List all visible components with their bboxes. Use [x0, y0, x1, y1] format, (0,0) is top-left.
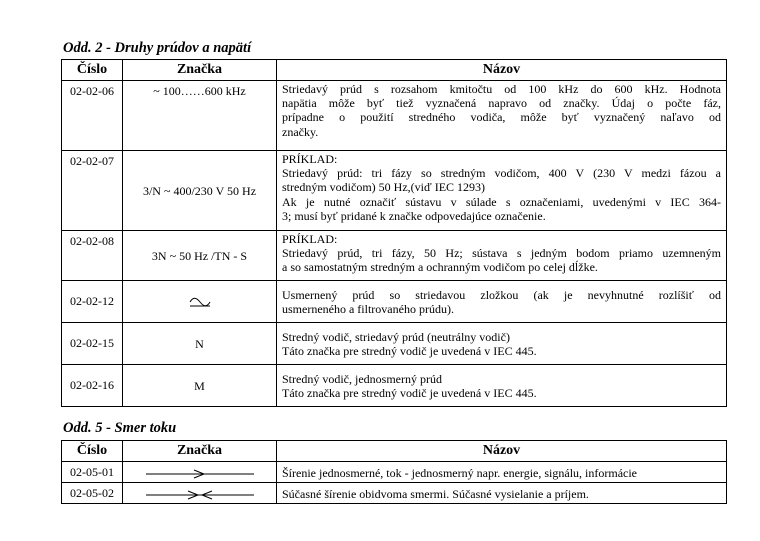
table-header-row: [62, 441, 727, 462]
current-types-table: [61, 59, 727, 407]
row-symbol: N: [123, 323, 277, 365]
table-header-row: [62, 60, 727, 81]
desc-line: Usmernený prúd so striedavou zložkou (ak je nevyhnutné rozlíšiť od: [282, 287, 721, 302]
desc-line: Striedavý prúd: tri fázy so stredným vodičom, 400 V (230 V medzi fázou a: [282, 166, 721, 181]
col-header-number: Číslo: [62, 60, 123, 81]
row-description: [277, 281, 727, 323]
desc-line: Stredný vodič, striedavý prúd (neutrálny vodič): [282, 329, 510, 344]
row-number: 02-02-07: [62, 151, 123, 231]
col-header-number: Číslo: [62, 441, 123, 462]
col-header-symbol: Značka: [123, 441, 277, 462]
row-symbol: 3N ~ 50 Hz /TN - S: [123, 231, 277, 281]
desc-line: PRÍKLAD:: [282, 152, 338, 166]
desc-line: Táto značka pre stredný vodič je uvedená v IEC 445.: [282, 386, 537, 400]
desc-line: a so samostatným stredným a ochranným vodičom po celej dĺžke.: [282, 260, 598, 275]
desc-line: Táto značka pre stredný vodič je uvedená v IEC 445.: [282, 344, 537, 358]
section-5-title: Odd. 5 - Smer toku: [63, 420, 177, 436]
desc-line: 3; musí byť pridané k značke odpovedajúce označenie.: [282, 208, 546, 223]
desc-line: usmerneného a filtrovaného prúdu).: [282, 302, 454, 316]
row-description: [277, 323, 727, 365]
desc-line: Stredný vodič, jednosmerný prúd: [282, 371, 442, 386]
table-row: [62, 323, 727, 365]
row-number: 02-02-15: [62, 323, 123, 365]
rectified-current-symbol-icon: [189, 297, 211, 309]
col-header-symbol: Značka: [123, 60, 277, 81]
row-symbol: 3/N ~ 400/230 V 50 Hz: [123, 151, 277, 231]
row-symbol: ~ 100……600 kHz: [123, 81, 277, 151]
flow-direction-table: [61, 440, 727, 504]
two-way-flow-arrow-icon: [144, 490, 256, 500]
desc-line: Striedavý prúd s rozsahom kmitočtu od 100 kHz do 600 kHz. Hodnota: [282, 82, 721, 96]
section-2-title: Odd. 2 - Druhy prúdov a napätí: [63, 40, 252, 56]
row-description: [277, 151, 727, 231]
col-header-name: Názov: [277, 60, 727, 81]
row-number: 02-02-06: [62, 81, 123, 151]
row-symbol: [123, 483, 277, 504]
table-row: [62, 281, 727, 323]
row-symbol: [123, 281, 277, 323]
table-row: [62, 81, 727, 151]
desc-line: PRÍKLAD:: [282, 232, 338, 246]
col-header-name: Názov: [277, 441, 727, 462]
table-row: [62, 365, 727, 407]
row-description: [277, 231, 727, 281]
row-number: 02-02-08: [62, 231, 123, 281]
desc-line: Ak je nutné označiť sústavu v súlade s označeniami, uvedenými v IEC 364-: [282, 194, 721, 209]
row-number: 02-05-01: [62, 462, 123, 483]
row-number: 02-02-12: [62, 281, 123, 323]
desc-line: napätia môže byť tiež vyznačená napravo od značky. Údaj o počte fáz,: [282, 96, 721, 111]
desc-line: Striedavý prúd, tri fázy, 50 Hz; sústava s jedným bodom priamo uzemneným: [282, 246, 721, 261]
table-row: [62, 462, 727, 483]
row-symbol: M: [123, 365, 277, 407]
desc-line: prípadne o použití stredného vodiča, môže byť vyznačený naľavo od: [282, 110, 721, 125]
row-description: [277, 81, 727, 151]
one-way-flow-arrow-icon: [144, 469, 256, 479]
desc-line: značky.: [282, 124, 319, 139]
row-number: 02-05-02: [62, 483, 123, 504]
row-description: [277, 365, 727, 407]
row-description: Súčasné šírenie obidvoma smermi. Súčasné vysielanie a príjem.: [277, 483, 727, 504]
row-symbol: [123, 462, 277, 483]
table-row: [62, 231, 727, 281]
row-description: Šírenie jednosmerné, tok - jednosmerný napr. energie, signálu, informácie: [277, 462, 727, 483]
desc-line: stredným vodičom) 50 Hz,(viď IEC 1293): [282, 180, 486, 195]
table-row: [62, 151, 727, 231]
row-number: 02-02-16: [62, 365, 123, 407]
table-row: [62, 483, 727, 504]
